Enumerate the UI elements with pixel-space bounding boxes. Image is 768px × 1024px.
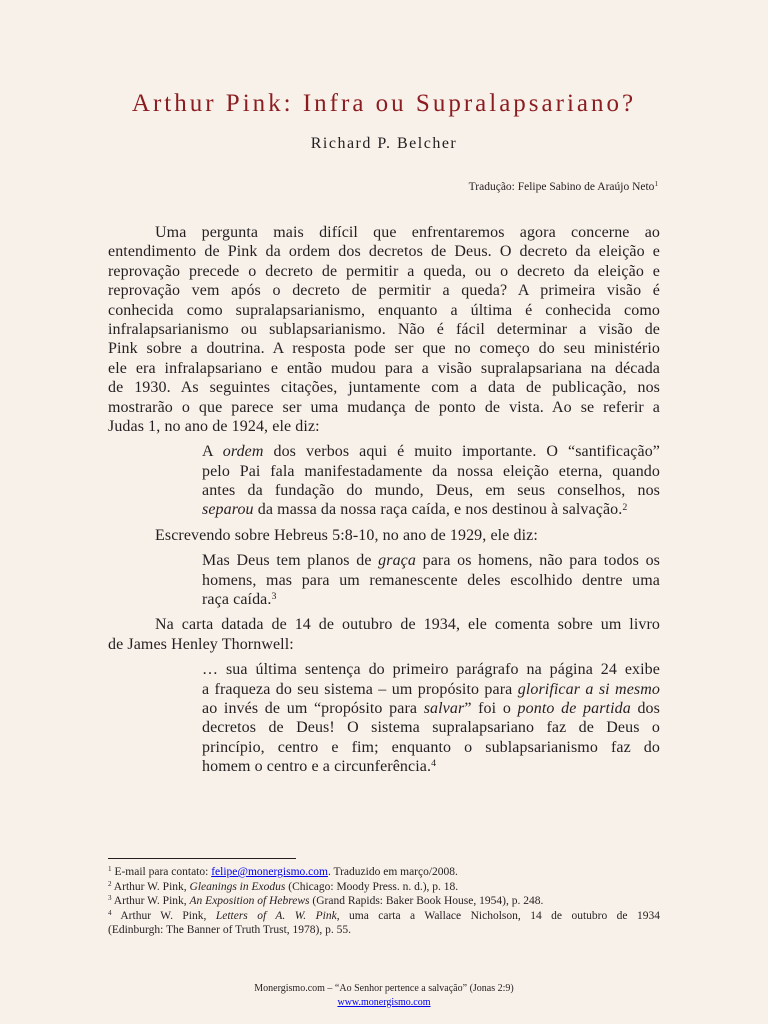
line-text: da massa da nossa raça caída, e nos destinou à salvação. bbox=[253, 501, 623, 519]
footnote-ref: 3 bbox=[108, 894, 112, 903]
page-footer bbox=[0, 982, 768, 1010]
italic-text: ponto de partida bbox=[517, 699, 631, 717]
website-link[interactable]: www.monergismo.com bbox=[337, 997, 431, 1008]
line-text: Arthur W. Pink, bbox=[111, 895, 190, 907]
line-text: . Traduzido em março/2008. bbox=[327, 866, 458, 878]
text-line bbox=[202, 699, 660, 718]
text-line bbox=[108, 223, 660, 242]
line-text: reprovação precede o decreto de permitir a queda, ou o decreto da eleição e bbox=[108, 262, 660, 280]
footnote-list bbox=[108, 865, 660, 938]
line-text: a fraqueza do seu sistema – um propósito para bbox=[202, 680, 518, 698]
block-quote bbox=[202, 660, 660, 776]
line-text: raça caída. bbox=[202, 591, 272, 609]
line-text: decretos de Deus! O sistema supralapsariano faz de Deus o bbox=[202, 719, 660, 737]
line-text: , uma carta a Wallace Nicholson, 14 de outubro de 1934 bbox=[336, 909, 660, 922]
line-text: Uma pergunta mais difícil que enfrentaremos agora concerne ao bbox=[155, 224, 660, 241]
line-text: homem o centro e a circunferência. bbox=[202, 758, 432, 776]
text-line bbox=[108, 909, 660, 924]
footnote bbox=[108, 894, 660, 909]
line-text: Pink sobre a doutrina. A resposta pode ser que no começo do seu ministério bbox=[108, 340, 660, 358]
text-line bbox=[202, 718, 660, 737]
text-line bbox=[202, 442, 660, 461]
line-text: infralapsarianismo ou sublapsarianismo. Não é fácil determinar a visão de bbox=[108, 320, 660, 338]
text-line bbox=[108, 417, 660, 436]
line-text: de 1930. As seguintes citações, juntamente com a data de publicação, nos bbox=[108, 379, 660, 397]
line-text: ” foi o bbox=[464, 699, 518, 717]
line-text: Mas Deus tem planos de bbox=[202, 552, 379, 570]
footnote bbox=[108, 865, 660, 880]
italic-text: ordem bbox=[222, 443, 264, 461]
text-line bbox=[108, 242, 660, 261]
document-body bbox=[108, 223, 660, 777]
text-line bbox=[108, 635, 660, 654]
footnote bbox=[108, 909, 660, 938]
line-text: antes da fundação do mundo, Deus, em seus conselhos, nos bbox=[202, 482, 660, 500]
footnote-ref: 4 bbox=[431, 758, 437, 770]
line-text: Arthur W. Pink, bbox=[111, 880, 190, 893]
document-title: Arthur Pink: Infra ou Supralapsariano? bbox=[131, 90, 637, 117]
text-line bbox=[108, 359, 660, 378]
text-line bbox=[202, 500, 660, 519]
text-line bbox=[202, 462, 660, 481]
text-line bbox=[108, 378, 660, 397]
text-line bbox=[202, 590, 660, 609]
text-line bbox=[202, 660, 660, 679]
line-text: Judas 1, no ano de 1924, ele diz: bbox=[108, 417, 320, 435]
line-text: Arthur W. Pink, bbox=[111, 909, 216, 922]
block-quote bbox=[202, 442, 660, 520]
text-line bbox=[108, 262, 660, 281]
line-text: para os homens, não para todos os bbox=[415, 552, 661, 570]
footnote-rule bbox=[108, 858, 296, 859]
footnote bbox=[108, 880, 660, 895]
line-text: pelo Pai fala manifestadamente da nossa eleição eterna, quando bbox=[202, 462, 660, 480]
footnote-ref: 2 bbox=[108, 879, 112, 888]
line-text: dos verbos aqui é muito importante. O “santificação” bbox=[263, 443, 661, 461]
body-paragraph bbox=[108, 223, 660, 436]
line-text: entendimento de Pink da ordem dos decretos de Deus. O decreto da eleição e bbox=[108, 243, 660, 261]
text-line bbox=[108, 923, 660, 938]
translator-credit bbox=[469, 180, 658, 194]
line-text: ao invés de um “propósito para bbox=[202, 699, 424, 717]
footnote-ref: 3 bbox=[271, 591, 277, 603]
italic-text: glorificar a si mesmo bbox=[517, 680, 660, 698]
line-text: (Chicago: Moody Press. n. d.), p. 18. bbox=[285, 880, 459, 893]
text-line bbox=[108, 894, 660, 909]
text-line bbox=[108, 320, 660, 339]
line-text: Escrevendo sobre Hebreus 5:8-10, no ano de 1929, ele diz: bbox=[155, 526, 538, 544]
footnote-ref: 1 bbox=[108, 865, 112, 874]
footnote-ref: 1 bbox=[654, 180, 658, 189]
italic-text: Gleanings in Exodus bbox=[189, 880, 286, 893]
line-text: A bbox=[202, 443, 223, 461]
italic-text: graça bbox=[378, 552, 416, 570]
line-text: conhecida como supralapsarianismo, enquanto a última é conhecida como bbox=[108, 301, 660, 319]
text-line bbox=[202, 481, 660, 500]
text-line bbox=[108, 880, 660, 895]
line-text: dos bbox=[630, 699, 660, 717]
line-text: de James Henley Thornwell: bbox=[108, 635, 294, 653]
line-text: (Grand Rapids: Baker Book House, 1954), p. 248. bbox=[309, 895, 544, 907]
italic-text: An Exposition of Hebrews bbox=[189, 895, 310, 907]
author-name: Richard P. Belcher bbox=[310, 135, 458, 152]
footnotes bbox=[108, 858, 660, 938]
text-line bbox=[108, 615, 660, 634]
footnote-ref: 4 bbox=[108, 908, 112, 917]
text-line bbox=[108, 526, 660, 545]
text-line bbox=[202, 551, 660, 570]
text-line bbox=[202, 757, 660, 776]
line-text: reprovação vem após o decreto de permitir a queda? A primeira visão é bbox=[108, 282, 660, 300]
email-link[interactable]: felipe@monergismo.com bbox=[211, 866, 328, 878]
line-text: homens, mas para um remanescente deles escolhido dentre uma bbox=[202, 571, 660, 589]
text-line bbox=[202, 571, 660, 590]
block-quote bbox=[202, 551, 660, 609]
italic-text: Letters of A. W. Pink bbox=[215, 909, 337, 922]
body-paragraph bbox=[108, 615, 660, 654]
translator-text: Tradução: Felipe Sabino de Araújo Neto bbox=[468, 181, 655, 193]
line-text: ele era infralapsariano e então mudou para a visão supralapsariana na década bbox=[108, 359, 660, 377]
footer-text: Monergismo.com – “Ao Senhor pertence a salvação” (Jonas 2:9) bbox=[254, 983, 514, 994]
line-text: … sua última sentença do primeiro parágrafo na página 24 exibe bbox=[202, 661, 660, 679]
line-text: Na carta datada de 14 de outubro de 1934, ele comenta sobre um livro bbox=[155, 616, 660, 634]
text-line bbox=[108, 398, 660, 417]
footnote-ref: 2 bbox=[622, 501, 628, 513]
line-text: (Edinburgh: The Banner of Truth Trust, 1978), p. 55. bbox=[108, 924, 352, 936]
text-line bbox=[108, 301, 660, 320]
line-text: E-mail para contato: bbox=[111, 866, 212, 878]
italic-text: separou bbox=[202, 501, 254, 519]
line-text: princípio, centro e fim; enquanto o sublapsarianismo faz do bbox=[202, 738, 660, 756]
text-line bbox=[202, 680, 660, 699]
body-paragraph bbox=[108, 526, 660, 545]
text-line bbox=[108, 865, 660, 880]
text-line bbox=[108, 281, 660, 300]
text-line bbox=[202, 738, 660, 757]
italic-text: salvar bbox=[423, 699, 465, 717]
line-text: mostrarão o que parece ser uma mudança de ponto de vista. Ao se referir a bbox=[108, 398, 660, 416]
text-line bbox=[108, 339, 660, 358]
